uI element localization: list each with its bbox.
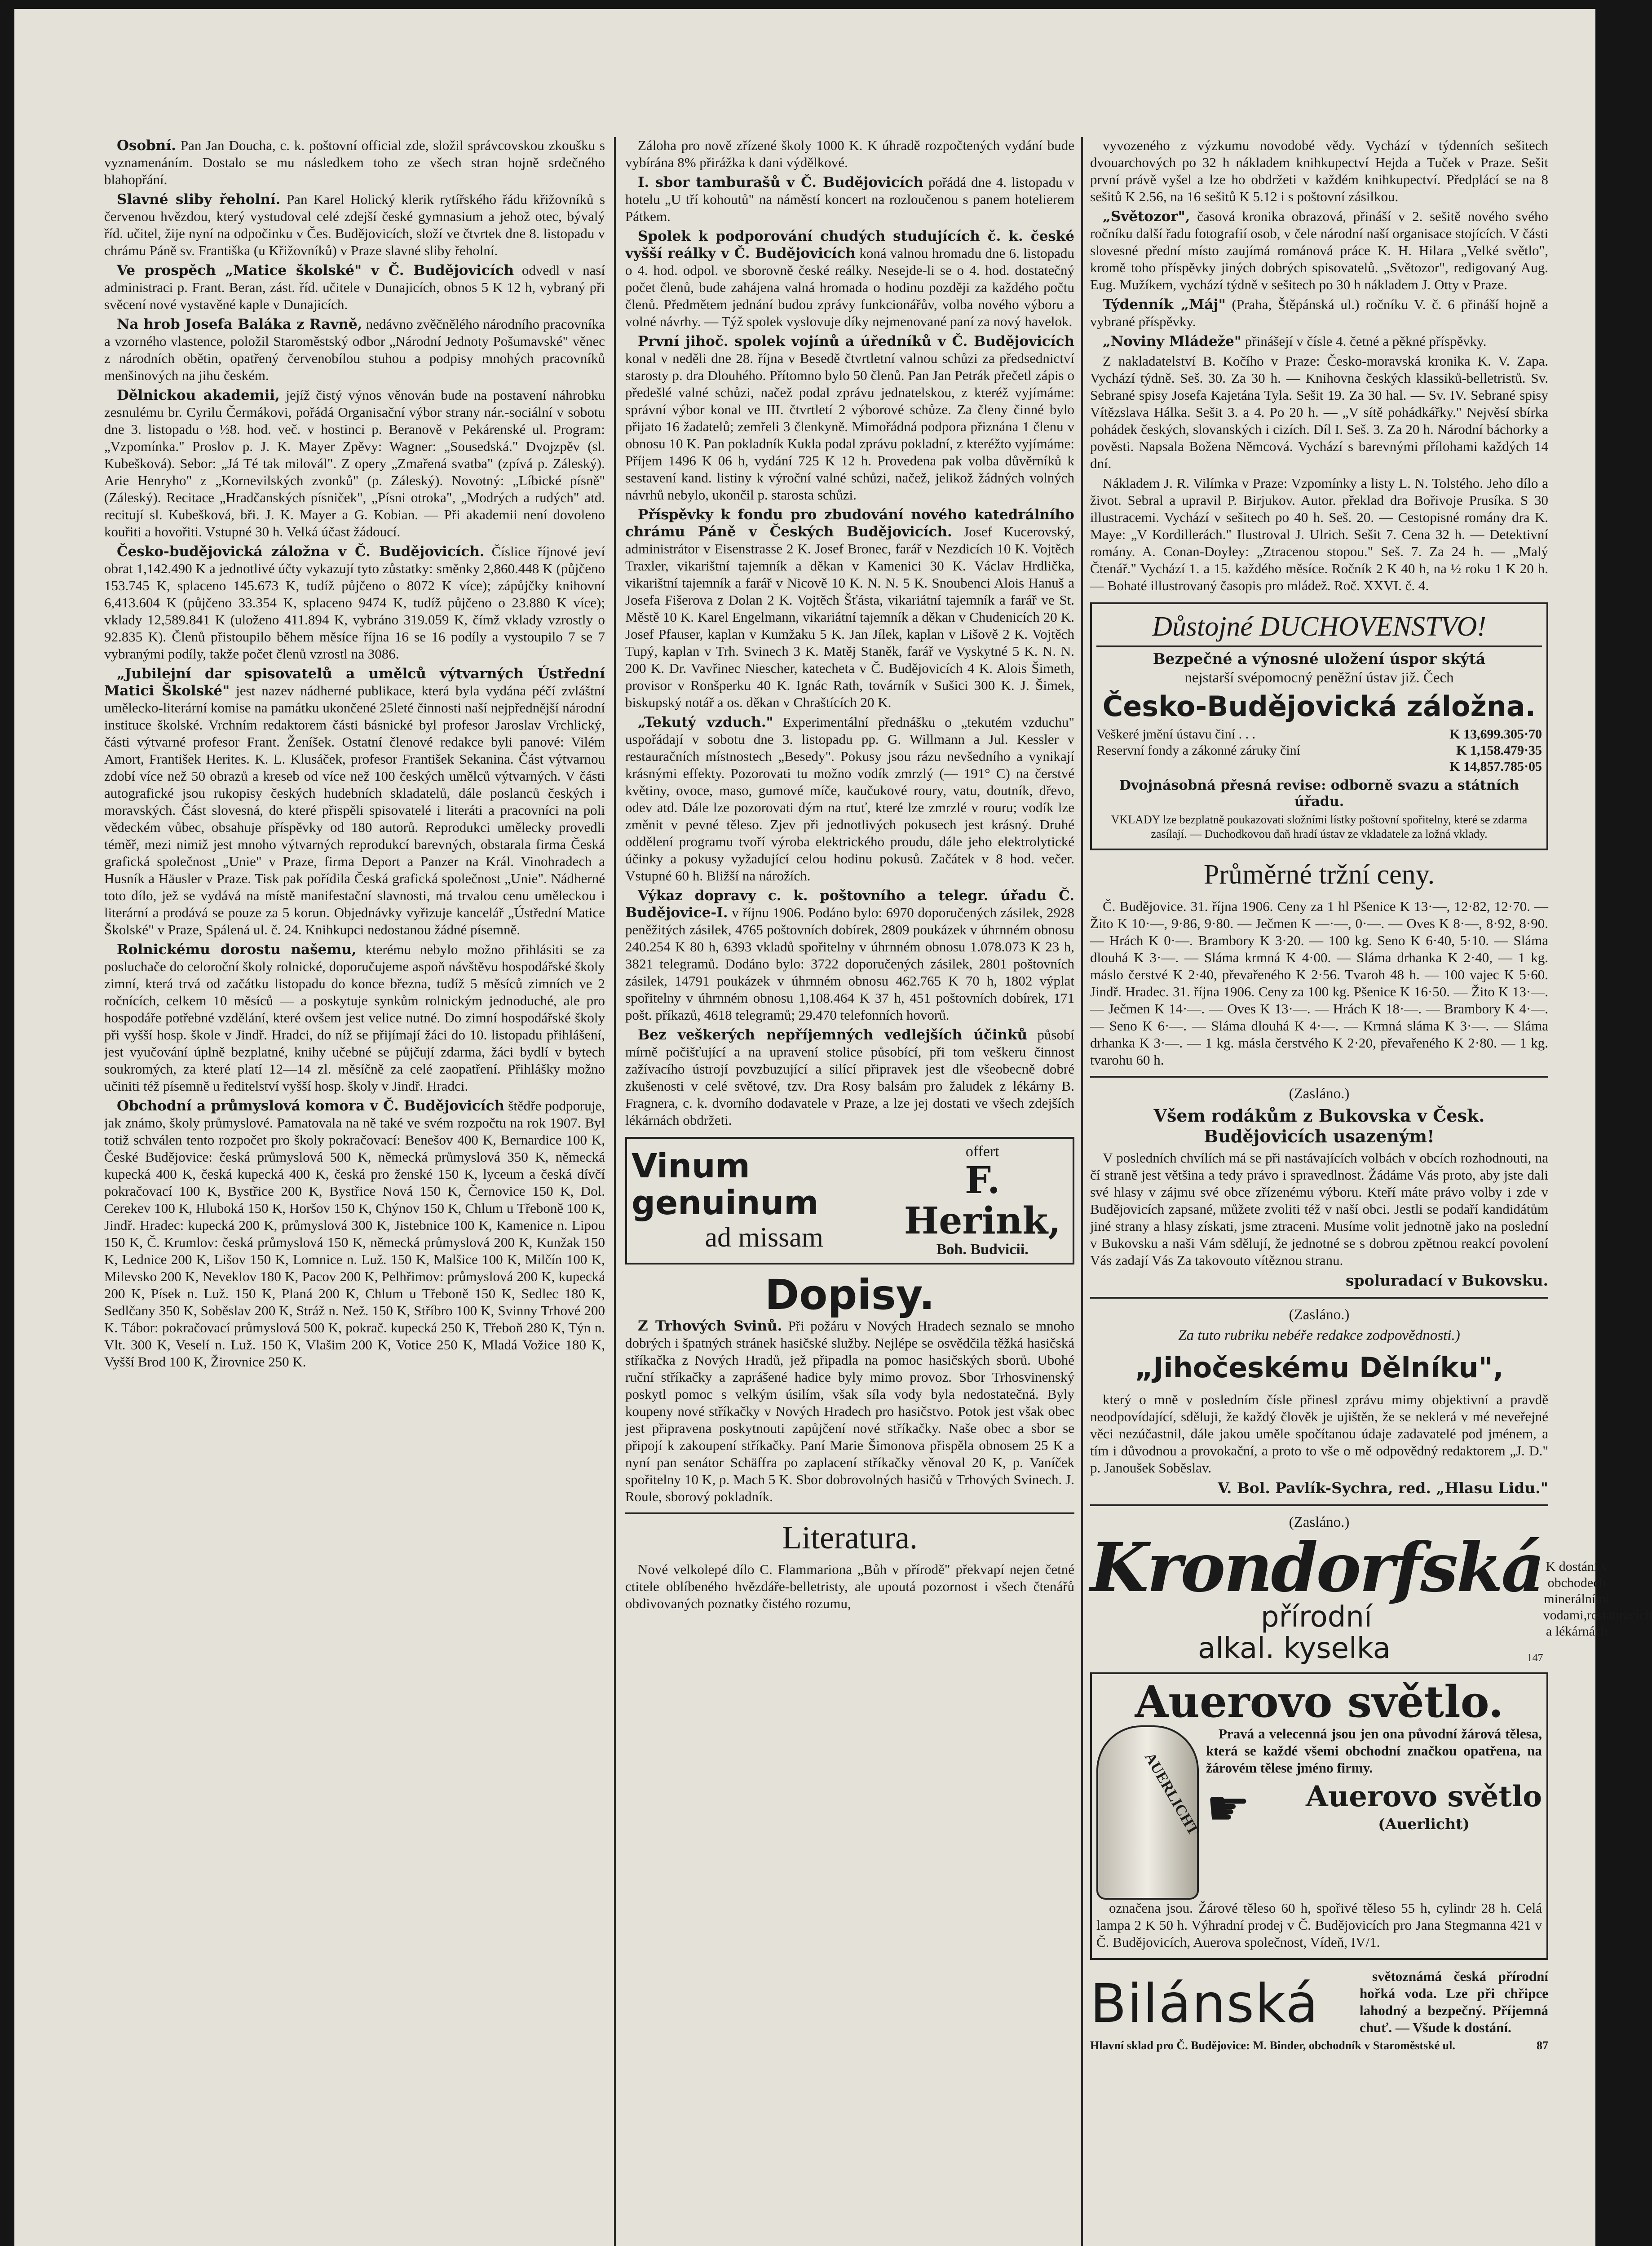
- zaslano1-text: V posledních chvílích má se při nastávajících volbách v obcích rozhodnouti, na čí straně jest většina a tedy právo i spravedlnost. Žádáme Vás proto, aby jste dali své hlasy v zájmu své obce zřízenému výboru. Kteří máte právo volby i zde v Budějovicích zapsané, můžete zvoliti též v naší obci. Jestli se podaří kandidátům jiné strany a hlasy získati, jsme ztraceni. Musíme volit jednotně jako na poslední v Bukovsku a naši Vám sdělují, že jednotné se s dobrou zpětnou reakcí povolení Vás zadají Vás Za takovouto vítěznou stranu.: [1090, 1150, 1548, 1268]
- article: [104, 543, 605, 663]
- row-value: K 1,158.479·35: [1456, 743, 1542, 758]
- article-body: působí mírně počišťující a na upravení stolice působící, při tom veškeru činnost zažívacího ústrojí povzbuzující a silící připravek jest dle všeobecně dobré zkušenosti v celé světové, tzv. Dra Rosy balsám pro žaludek z lékárny B. Fragnera, c. k. dvorního dodavatele v Praze, a lze jej dostati ve všech zdejších lékárnách obdržeti.: [625, 1027, 1075, 1128]
- article-heading: Spolek k podporování chudých studujících č. k. české vyšší reálky v Č. Budějovicích: [625, 228, 1074, 261]
- article-heading: Výkaz dopravy c. k. poštovního a telegr. úřadu Č. Budějovice-I.: [625, 888, 1074, 921]
- ad-zalozna-revize: Dvojnásobná přesná revise: odborně svazu a státních úřadu.: [1119, 778, 1519, 809]
- article-body: přinášejí v čísle 4. četné a pěkné příspěvky.: [1245, 333, 1487, 349]
- article: [104, 387, 605, 540]
- article-body: Záloha pro nově zřízené školy 1000 K. K úhradě rozpočtených vydání bude vybírána 8% přirážka k dani výdělkové.: [625, 137, 1074, 170]
- article: [625, 714, 1074, 884]
- pointing-hand-icon: ☛: [1206, 1781, 1250, 1836]
- article-body: Z nakladatelství B. Kočího v Praze: Česko-moravská kronika K. V. Zapa. Vychází týdně. Seš. 30. Za 30 h. — Knihovna českých klassiků-belletristů. Sv. Sebrané spisy Josefa Kajetána Tyla. Sešit 19. Za 30 hal. — Sv. IV. Sebrané spisy Vítězslava Hálka. Sešit 3. a 4. Po 20 h. — „V sítě pohádkářky." Nejvěsí sbírka pohádek českých, slovanských i cizích. Díl I. Seš. 3. Za 20 h. Národní báchorky a pověsti. Napsala Božena Němcová. Vychází s barevnými přílohami každých 14 dní.: [1090, 353, 1548, 471]
- ad-krondorf-where: K dostání v obchodech minerálními vodami,restauracích a lékárnách: [1543, 1559, 1652, 1639]
- article-heading: „Tekutý vzduch.": [638, 714, 773, 730]
- ad-krondorf-sub1: přírodní: [1261, 1600, 1372, 1634]
- row-value: K 13,699.305·70: [1449, 727, 1542, 742]
- article-body: Nákladem J. R. Vilímka v Praze: Vzpomínky a listy L. N. Tolstého. Jeho dílo a život. Sebral a upravil P. Birjukov. Autor. překlad dra Bořivoje Prusíka. S 30 illustracemi. Vychází v sešitech po 40 h. Seš. 20. — Cestopisné romány dra K. Maye: „V Kordillerách." Ilustroval J. Ulrich. Sešit 7. Cena 32 h. — Detektivní romány. A. Conan-Doyley: „Ztracenou stopou." Seš. 7. Za 24 h. — „Malý Čtenář." Vychází 1. a 15. každého měsíce. Ročník 2 K 40 h, na ½ roku 1 K 20 h. — Bohaté illustrovaný časopis pro mládež. Roč. XXVI. č. 4.: [1090, 475, 1548, 593]
- article-heading: Ve prospěch „Matice školské" v Č. Budějovicích: [117, 262, 514, 279]
- section-dopisy-heading: Dopisy.: [764, 1271, 935, 1319]
- article-heading: Dělnickou akademii,: [117, 387, 280, 403]
- ad-auer-name2: (Auerlicht): [1378, 1815, 1470, 1833]
- article-body: vyvozeného z výzkumu novodobé vědy. Vychází v týdenních sešitech dvouarchových po 32 h nákladem knihkupectví Hejda a Tuček v Praze. Sešit první právě vyšel a lze ho obdržeti v každém knihkupectví. Předplácí se na 8 sešitů K 2.56, na 16 sešitů K 5.12 i s poštovní zásilkou.: [1090, 137, 1548, 204]
- article-heading: Na hrob Josefa Baláka z Ravně,: [117, 316, 362, 332]
- article: [1090, 475, 1548, 594]
- ad-zalozna-top: Důstojné DUCHOVENSTVO!: [1152, 611, 1486, 642]
- article-body: Pan Jan Doucha, c. k. poštovní official zde, složil správcovskou zkoušku s vyznamenáním. Dostalo se mu následkem toho ze všech stran hojně srdečného blahopřání.: [104, 137, 605, 187]
- ad-auer-text1: Pravá a velecenná jsou jen ona původní žárová tělesa, která se každé všemi obchodní značkou opatřena, na žárovém tělese jméno firmy.: [1206, 1726, 1542, 1776]
- article: [625, 333, 1074, 504]
- ad-auer-name: Auerovo světlo: [1306, 1779, 1542, 1813]
- ad-auer: [1090, 1672, 1548, 1960]
- article-body: pořádá dne 4. listopadu v hotelu „U tří kohoutů" na náměstí koncert na rozloučenou s panem hotelierem Pátkem.: [625, 174, 1075, 224]
- article: [104, 137, 605, 188]
- ad-bilanska-name: Bilánská: [1090, 1972, 1319, 2034]
- article: [1090, 353, 1548, 472]
- article-body: v říjnu 1906. Podáno bylo: 6970 doporučených zásilek, 2928 peněžitých zásilek, 4765 poštovních dobírek, 2809 poukázek v úhrnném obnosu 240.254 K 80 h, 6393 vkladů spořitelny v úhrnném obnosu 1.078.073 K 23 h, 3821 telegramů. Dodáno bylo: 3722 doporučených zásilek, 2801 poštovních zásilek, 14791 poukázek v úhrnném obnosu 462.765 K 70 h, 1802 výplat spořitelny v úhrnném obnosu 1,108.464 K 37 h, 451 poštovních dobírek, 171 pošt. příkazů, 4618 telegramů; 29.470 telefonních hovorů.: [625, 905, 1074, 1023]
- article-body: štědře podporuje, jak známo, školy průmyslové. Pamatovala na ně také ve svém rozpočtu na rok 1907. Byl totiž schválen tento rozpočet pro školy pokračovací: Benešov 400 K, Bernardice 100 K, České Budějovice: česká průmyslová 500 K, německá průmyslová 350 K, německá kupecká 400 K, česká kupecká 400 K, česká pro ženské 150 K, lyceum a česká dívčí pokračovací 100 K, Bystřice 200 K, Bystřice Nová 150 K, Černovice 150 K, Dol. Cerekev 100 K, Hluboká 150 K, Horšov 150 K, Chýnov 150 K, Chlum u Třeboně 100 K, Jindř. Hradec: kupecká 200 K, průmyslová 300 K, Jistebnice 100 K, Kamenice n. Lipou 150 K, Č. Krumlov: česká průmyslová 150 K, německá průmyslová 200 K, Kunžak 150 K, Lednice 200 K, Lišov 150 K, Lomnice n. Luž. 150 K, Malšice 100 K, Milčín 100 K, Milevsko 200 K, Neveklov 180 K, Pacov 200 K, Pelhřimov: průmyslová 200 K, kupecká 200 K, Písek n. Luž. 150 K, Planá 200 K, Chlum u Třeboně 150 K, Sedlec 180 K, Sedlčany 350 K, Soběslav 200 K, Stráž n. Než. 150 K, Stříbro 100 K, Svinny Trhové 200 K. Tábor: pokračovací průmyslová 500 K, pokrač. kupecká 250 K, Třeboň 280 K, Týn n. Vlt. 300 K, Veselí n. Luž. 150 K, Vlašim 200 K, Votice 250 K, Mladá Vožice 180 K, Vyšší Brod 100 K, Žirovnice 250 K.: [104, 1098, 605, 1370]
- lamp-icon: [1096, 1725, 1202, 1900]
- article-body: Při požáru v Nových Hradech seznalo se mnoho dobrých i špatných stránek hasičské služby. Nejlépe se osvědčila těžká hasičská stříkačka z Nových Hradů, jež připadla na pomoc hasičských sborů. Ubohé ruční stříkačky a zaprášené hadice byly mimo provoz. Sbor Trhosvinenský poskytl pomoc s velkým úsilím, však síla vody byla nedostatečná. Byly koupeny nové stříkačky v Nových Hradech pro hasičstvo. Potok jest však obec jest připravena poskytnouti zapůjčení nové stříkačky. Naše obec a sbor se připojí k zakoupení stříkačky. Paní Marie Šimonova přispěla obnosem 25 K a nyní pan senátor Schäffra po zaplacení stříkačky věnoval 20 K, p. Vaníček spořitelny 10 K, p. Mach 5 K. Sbor dobrovolných hasičů v Trhových Svinech. J. Roule, sborový pokladník.: [625, 1318, 1075, 1504]
- article: [625, 1026, 1074, 1129]
- section-literatura-heading: Literatura.: [782, 1520, 918, 1556]
- article-body: konal v neděli dne 28. října v Besedě čtvrtletní valnou schůzi za předsednictví starosty p. dra Dlouhého. Přítomno bylo 50 členů. Pan Jan Petrák přečetl zápis o předešlé valné schůzi, načež podal zprávu jednatelskou, z kteréž vyjímáme: správní výbor konal ve III. čtvrtletí 2 výborové schůze. Za členy činné bylo přijato 16 žadatelů; zemřeli 3 členkyně. Mimořádná podpora přiznána 1 členu v obnosu 10 K. Pan pokladník Kukla podal zprávu pokladní, z kteréžto vyjímáme: Příjem 1496 K 06 h, vydání 725 K 12 h. Provedena pak volba důvěrníků k sestavení kand. listiny k výroční valné schůzi, načež, jelikož žádných volných návrhů nebylo, ukončil p. starosta schůzi.: [625, 350, 1074, 503]
- article: [104, 665, 605, 938]
- zaslano1-sign: spoluradací v Bukovsku.: [1345, 1272, 1548, 1289]
- ad-zalozna-tail: VKLADY lze bezplatně poukazovati složními lístky poštovní spořitelny, které se zdarma zasílají. — Duchodkovou daň hradí ústav ze vkladatele za ložná vklady.: [1111, 813, 1528, 840]
- article-body: nedávno zvěčnělého národního pracovníka a vzorného vlastence, položil Staroměstský odbor „Národní Jednoty Pošumavské" věnec z národních obětin, opatřený červenobílou stuhou a podpisy mnohých pracovníků menšinových na jihu českém.: [104, 316, 605, 383]
- article-heading: Slavné sliby řeholní.: [117, 191, 281, 208]
- column-1: [104, 137, 605, 1373]
- article-heading: „Světozor",: [1103, 208, 1190, 225]
- zaslano1-title: Všem rodákům z Bukovska v Česk. Budějovicích usazeným!: [1153, 1105, 1485, 1146]
- article-heading: „Jubilejní dar spisovatelů a umělců výtvarných Ústřední Matici Školské": [104, 666, 605, 699]
- article: [1090, 137, 1548, 205]
- article: [1090, 333, 1548, 350]
- ad-bilanska: [1090, 1968, 1548, 2039]
- article: [625, 1318, 1074, 1505]
- article-heading: Bez veškerých nepříjemných vedlejších účinků: [638, 1027, 1028, 1043]
- divider: [625, 1512, 1074, 1514]
- ad-vinum-city: Boh. Budvicii.: [936, 1241, 1029, 1258]
- ad-vinum: [625, 1137, 1074, 1264]
- article-body: odvedl v nasí administraci p. Frant. Beran, zást. říd. učitele v Dunajicích, obnos 5 K 12 h, vybraný při svěcení nové vystavěné kaple v Dunajicích.: [104, 262, 605, 312]
- column-rule: [614, 137, 616, 2246]
- ad-zalozna-row: [1096, 743, 1542, 759]
- article-body: kterému nebylo možno přihlásiti se za posluchače do celoroční školy rolnické, doporučujeme aspoň návštěvu hospodářské školy zimní, která trvá od začátku listopadu do konce března, tudíž 5 měsíců zimních ve 2 ročnících, celkem 10 měsíců — a poskytuje synkům rolnickým jednoduché, ale pro hospodáře potřebné vzdělání, které ovšem jest velice nutné. Do zimní hospodářské školy při vyšší hosp. škole v Jindř. Hradci, do níž se přijímají žáci do 10. listopadu přihlášení, jest vyučování úplně bezplatné, knihy učebné se půjčují zdarma, žáci bydlí v bytech soukromých, za které platí 12—14 zl. měsíčně za celé zaopatření. Přihlášky možno učiniti též písemně u ředitelství vyšší hosp. školy v Jindř. Hradci.: [104, 942, 605, 1094]
- ad-vinum-sub: ad missam: [705, 1222, 823, 1253]
- article-heading: Obchodní a průmyslová komora v Č. Budějovicích: [117, 1098, 504, 1114]
- ad-vinum-offert: offert: [965, 1143, 999, 1160]
- ad-auer-text2: označena jsou. Žárové těleso 60 h, spořivé těleso 55 h, cylindr 28 h. Celá lampa 2 K 50 h. Výhradní prodej v Č. Budějovicích pro Jana Stegmanna 421 v Č. Budějovicích, Auerova společnost, Vídeň, IV/1.: [1096, 1900, 1542, 1950]
- article-body: jejíž čistý výnos věnován bude na postavení náhrobku zesnulému br. Cyrilu Čermákovi, pořádá Organisační výbor strany nár.-sociální v sobotu dne 3. listopadu o ½8. hod. več. v hostinci p. Beranově v Pekárenské ul. Program: „Vzpomínka." Proslov p. J. K. Mayer Zpěvy: Wagner: „Sousedská." Dvojzpěv (sl. Kubešková). Sebor: „Já Té tak milovál". Z opery „Zmařená svatba" (zpívá p. Záleský). Arie Henryho" z „Kornevilských zvonků" (p. Záleský). Novotný: „Líbické písně" (Záleský). Recitace „Hradčanských písniček", „Písni otroka", „Modrých a rudých" atd. recitují sl. Kubešková, bři. J. K. Mayer a G. Kobian. — Při akademii není dovoleno kouřiti a hovořiti. Vstupné 30 h. Velká účast žádoucí.: [104, 387, 605, 539]
- article-body: Josef Kucerovský, administrátor v Eisenstrasse 2 K. Josef Bronec, farář v Nezdicích 10 K. Vojtěch Traxler, vikarištní tajemník a děkan v Kamenici 30 K. Václav Hrdlička, vikarištní tajemník a farář v Nicově 10 K. N. N. 5 K. Snoubenci Alois Hanuš a Josefa Fišerova z Dolan 2 K. Vojtěch Šťásta, vikariátní tajemník a farář ve St. Městě 10 K. Karel Engelmann, vikariátní tajemník a děkan v Chudenicích 20 K. Josef Pfauser, kaplan v Kumžaku 5 K. Jan Jílek, kaplan v Lišově 2 K. Vojtěch Tupý, kaplan v Trh. Svinech 3 K. Matěj Staněk, farář ve Vyskytné 5 K. N. N. 200 K. Dr. Vavřinec Niescher, katecheta v Č. Budějovicích 4 K. Alois Šimeth, provisor v Ronšperku 40 K. Ignác Rath, továrník v Sušici 300 K. J. Šimek, biskupský notář a os. děkan v Chraštících 20 K.: [625, 524, 1075, 710]
- ad-zalozna-name: Česko-Budějovická záložna.: [1102, 690, 1536, 723]
- article: [104, 941, 605, 1095]
- row-value: K 14,857.785·05: [1449, 759, 1542, 774]
- prices-text: Č. Budějovice. 31. října 1906. Ceny za 1 hl Pšenice K 13·—, 12·82, 12·70. — Žito K 10·—, 9·86, 9·80. — Ječmen K —·—, 0·—. — Oves K 8·—, 8·92, 8·90. — Hrách K 0·—. Brambory K 3·20. — 100 kg. Seno K 6·40, 5·10. — Sláma dlouhá K 3·—. — Sláma krmná K 4·00. — Sláma drhanka K 2·40, — 1 kg. máslo čerstvé K 2·40, převařeného K 2·56. Tvaroh 48 h. — 100 vajec K 5·60. Jindř. Hradec. 31. října 1906. Ceny za 100 kg. Pšenice K 16·50. — Žito K 13·—. — Ječmen K 14·—. — Oves K 13·—. — Hrách K 18·—. — Brambory K 4·—. — Seno K 6·—. — Sláma dlouhá K 4·—. — Krmná sláma K 3·—. — Sláma drhanka K 3·—. — 1 kg. másla čerstvého K 2·20, převařeného K 2·80. — 1 kg. tvarohu 60 h.: [1090, 898, 1548, 1068]
- ad-bilanska-text: světoznámá česká přírodní hořká voda. Lze při chřipce lahodný a bezpečný. Příjemná chuť. — Všude k dostání.: [1360, 1968, 1548, 2035]
- row-label: Reservní fondy a zákonné záruky činí: [1096, 743, 1300, 758]
- divider: [1090, 1297, 1548, 1299]
- ad-bilanska-foot-row: [1090, 2039, 1548, 2052]
- column-2-news: [625, 137, 1074, 1129]
- column-2: [625, 137, 1074, 1615]
- article: [104, 316, 605, 384]
- zaslano2-sign: V. Bol. Pavlík-Sychra, red. „Hlasu Lidu.": [1218, 1479, 1548, 1497]
- divider: [1090, 1504, 1548, 1506]
- divider: [1090, 1076, 1548, 1078]
- article-heading: Týdenník „Máj": [1103, 296, 1226, 313]
- ad-vinum-firm: F. Herink,: [904, 1159, 1061, 1242]
- article-heading: Příspěvky k fondu pro zbudování nového katedrálního chrámu Páně v Českých Budějovicích.: [625, 507, 1074, 540]
- article-heading: Česko-budějovická záložna v Č. Budějovicích.: [117, 544, 485, 560]
- ad-bilanska-num: 87: [1537, 2039, 1548, 2052]
- column-rule: [1081, 137, 1083, 2246]
- ad-zalozna-row: [1096, 726, 1542, 743]
- article-body: časová kronika obrazová, přináší v 2. sešitě nového svého ročníku další řadu fotografií osob, v čele národní naší organisace stojících. V části slovesné přední místo zaujímá románová práce K. H. Hilara „Velké světlo", kromě toho příspěvky jiných dobrých spisovatelů. „Světozor", redigovaný Aug. Eug. Mužíkem, vychází týdně v sešitech po 30 h nákladem J. Otty v Praze.: [1090, 208, 1549, 292]
- zaslano2-title: „Jihočeskému Dělníku",: [1135, 1351, 1504, 1384]
- article-heading: I. sbor tamburašů v Č. Budějovicích: [638, 174, 923, 190]
- divider: [1096, 646, 1542, 647]
- lamp-label: AUERLICHT: [1141, 1750, 1202, 1839]
- article: [625, 506, 1074, 711]
- article-body: Číslice říjnové jeví obrat 1,142.490 K a jednotlivé účty vykazují tyto zůstatky: směnky 2,860.448 K (půjčeno 153.745 K, splaceno 145.673 K, tudíž půjčeno o 8072 K více); zápůjčky knihovní 6,413.604 K (půjčeno 33.354 K, splaceno 9474 K, tudíž půjčeno o 23.880 K více); vklady 12,589.841 K (uloženo 411.894 K, vybráno 319.059 K, čímž vklady vzrostly o 92.835 K). Členů přistoupilo během měsíce října 16 se 16 podíly a vystoupilo 7 se 7 vybranými podíly, takže počet členů vzrostl na 3086.: [104, 544, 605, 662]
- ad-krondorf-sub2: alkal. kyselka: [1198, 1632, 1391, 1665]
- ad-zalozna: [1090, 602, 1548, 850]
- article: [104, 1097, 605, 1371]
- prices-heading: Průměrné tržní ceny.: [1203, 859, 1435, 890]
- row-label: Veškeré jmění ústavu činí . . .: [1096, 727, 1256, 742]
- article: [1090, 208, 1548, 293]
- article-body: Experimentální přednášku o „tekutém vzduchu" uspořádají v sobotu dne 3. listopadu pp. G. Willmann a Jul. Kessler v restauračních místnostech „Besedy". Pokusy jsou rázu nevšedního a vynikají krásnými effekty. Pozorovati tu možno vodík zmrzlý (— 191° C) na čerstvé květiny, ovoce, maso, gumové míče, kaučukové roury, vatu, doutník, dřevo, odev atd. Dále lze pozorovati dým na rtuť, které lze zmrzlé v rouru; vodík lze změnit v pevné těleso. Zjev při jednotlivých pokusech jest krásný. Druhé oddělení programu tvoří výroba elektrického proudu, dále jeho elektrolytické účinky a pokusy vyžadující celou hodinu pokusů. Začátek v 8 hod. večer. Vstupné 60 h. Bližší na nárožích.: [625, 714, 1075, 884]
- article: [625, 137, 1074, 171]
- ad-krondorf: [1090, 1528, 1652, 1665]
- article-heading: Osobní.: [117, 137, 176, 154]
- zaslano2-text: který o mně v posledním čísle přinesl zprávu mimy objektivní a pravdě neodpovídající, sděluji, že každý člověk je ujištěn, že se neklerá v mé neveřejné věci nezúčastnil, dále jakou uměle spočítanou údaje zadavatelé pod jménem, a tím i důvodnou a provokační, a proto to vše o mě odpovědný redaktorem „J. D." p. Janoušek Soběslav.: [1090, 1392, 1548, 1476]
- literatura-text: Nové velkolepé dílo C. Flammariona „Bůh v přírodě" překvapí nejen četné ctitele oblíbeného hvězdáře-belletristy, ale upoutá pozornost i všech čtenářů obdivovaných poznatky čistého rozumu,: [625, 1561, 1074, 1611]
- article-body: koná valnou hromadu dne 6. listopadu o 4. hod. odpol. ve sborovně české reálky. Nesejde-li se o 4. hod. dostatečný počet členů, bude zahájena valná hromada o hodinu později za každého počtu členů. Předmětem jednání budou zprávy funkcionářův, volba nového výboru a volné návrhy. — Týž spolek vyslovuje díky nejmenované paní za nový havelok.: [625, 245, 1075, 329]
- article: [104, 262, 605, 313]
- article-heading: Z Trhových Svinů.: [638, 1318, 782, 1334]
- column-2-letters: [625, 1318, 1074, 1505]
- column-3-literature: [1090, 137, 1548, 594]
- ad-bilanska-foot: Hlavní sklad pro Č. Budějovice: M. Binder, obchodník v Staroměstské ul.: [1090, 2039, 1455, 2052]
- article-heading: Rolnickému dorostu našemu,: [117, 942, 357, 958]
- zaslano-label: (Zasláno.): [1289, 1086, 1350, 1102]
- zaslano-label: (Zasláno.): [1289, 1514, 1350, 1530]
- ad-zalozna-row: [1096, 759, 1542, 775]
- article: [625, 887, 1074, 1024]
- ad-vinum-title: Vinum genuinum: [632, 1147, 819, 1222]
- article: [625, 228, 1074, 330]
- article: [1090, 296, 1548, 330]
- ad-zalozna-s2: nejstarší svépomocný peněžní ústav již. Čech: [1184, 670, 1454, 686]
- article-body: Pan Karel Holický klerik rytířského řádu křižovníků s červenou hvězdou, který vystudoval celé zdejší české gymnasium a jehož otec, bývalý říd. učitel, žije nyní na odpočinku v Čes. Budějovicích, složí ve čtvrtek dne 8. listopadu v chrámu Páně sv. Františka (u Křižovníků) v Praze slavné sliby řeholní.: [104, 191, 605, 258]
- article-body: jest nazev nádherné publikace, která byla vydána péčí zvláštní umělecko-literární komise na památku ukončené 25leté činnosti naší nejpřednější národní instituce školské. Vrchním redaktorem části básnické byl profesor Jaroslav Vrchlický, části výtvarné profesor Frant. Ženíšek. Ostatní členové redakce byli panové: Vilém Amort, František Herites. K. L. Klusáček, profesor František Sekanina. Část výtvarnou zdobí více než 50 obrazů a kreseb od více než 100 českých umělců výtvarných. V části autografické jsou rukopisy českých hudebních skladatelů, dále poslanců českých i moravských. Část slovesná, do které přispěli spisovatelé i literáti a pracovníci na poli vědeckém vůbec, obsahuje příspěvky od 180 autorů. Reprodukci umělecky provedli téměř, mezi nimiž jest mnoho výtvarných reprodukcí barevných, obstarala firma Česká grafická společnost „Unie" v Praze, firma Deport a Panzer na Král. Vinohradech a Husník a Häusler v Praze. Tisk pak pořídila Česká grafická společnost „Unie". Nádherné toto dílo, jež se vydává na místě manifestační slavnosti, má trvalou cenu uměleckou i literární a prodává se pouze za 5 korun. Objednávky vyřizuje kancelář „Ústřední Matice Školské" v Praze, Spálená ul. č. 24. Knihkupci nedostanou žádné písemně.: [104, 683, 605, 937]
- zaslano-label: (Zasláno.): [1289, 1307, 1350, 1323]
- article-body: (Praha, Štěpánská ul.) ročníku V. č. 6 přináší hojně a vybrané příspěvky.: [1090, 296, 1549, 329]
- article-heading: První jihoč. spolek vojínů a úředníků v Č. Budějovicích: [638, 333, 1074, 349]
- ad-auer-title: Auerovo světlo.: [1135, 1676, 1504, 1727]
- ad-krondorf-num: 147: [1527, 1652, 1543, 1664]
- ad-zalozna-s1: Bezpečné a výnosné uložení úspor skýtá: [1153, 650, 1486, 668]
- article-heading: „Noviny Mládeže": [1103, 333, 1242, 349]
- newspaper-page: [14, 9, 1652, 2246]
- column-3: [1090, 137, 1652, 2052]
- article: [104, 191, 605, 259]
- article: [625, 174, 1074, 225]
- zaslano2-note: Za tuto rubriku nebéře redakce zodpovědnosti.): [1178, 1327, 1460, 1344]
- ad-krondorf-name: Krondorfská: [1090, 1528, 1543, 1607]
